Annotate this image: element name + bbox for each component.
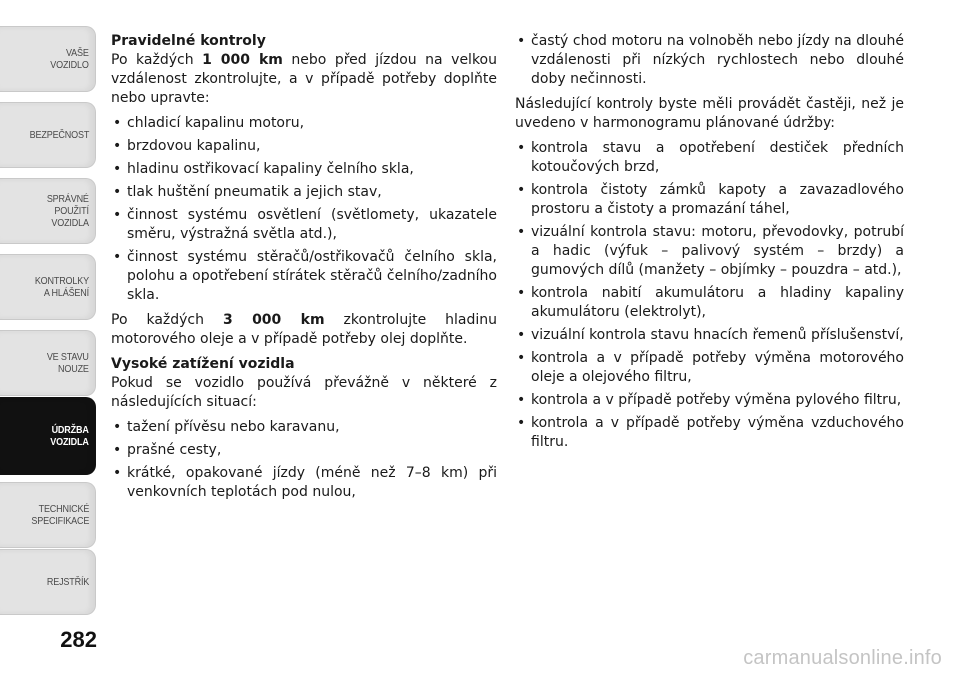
page-number: 282 bbox=[60, 627, 97, 652]
paragraph bbox=[111, 51, 497, 108]
bullet-list bbox=[515, 139, 904, 452]
list-item: • činnost systému osvětlení (světlomety, ukazatele směru, výstražná světla atd.), bbox=[111, 206, 497, 244]
tab-label: REJSTŘÍK bbox=[46, 576, 89, 588]
paragraph: Pokud se vozidlo používá převážně v některé z následujících situací: bbox=[111, 375, 497, 410]
tab-label: SPRÁVNÉ POUŽITÍ VOZIDLA bbox=[47, 193, 89, 229]
tab-technicke-specifikace[interactable] bbox=[0, 482, 96, 548]
bold-distance: 3 000 km bbox=[222, 312, 325, 328]
list-item: • kontrola a v případě potřeby výměna pylového filtru, bbox=[515, 391, 904, 410]
list-item: • prašné cesty, bbox=[111, 441, 497, 460]
tab-label: TECHNICKÉ SPECIFIKACE bbox=[31, 503, 89, 527]
list-item: • chladicí kapalinu motoru, bbox=[111, 114, 497, 133]
section-heading: Vysoké zatížení vozidla bbox=[111, 356, 295, 372]
list-item: • kontrola a v případě potřeby výměna motorového oleje a olejového filtru, bbox=[515, 349, 904, 387]
list-item: • častý chod motoru na volnoběh nebo jízdy na dlouhé vzdálenosti při nízkých rychlostech nebo dlouhé doby nečinnosti. bbox=[515, 32, 904, 89]
tab-label: VE STAVU NOUZE bbox=[47, 351, 89, 375]
list-item: • brzdovou kapalinu, bbox=[111, 137, 497, 156]
text: zkontrolujte hladinu motorového oleje a v případě potřeby olej doplňte. bbox=[111, 312, 497, 347]
watermark: carmanualsonline.info bbox=[743, 647, 942, 669]
tab-bezpecnost[interactable] bbox=[0, 102, 96, 168]
paragraph: Následující kontroly byste měli provádět častěji, než je uvedeno v harmonogramu plánované údržby: bbox=[515, 96, 904, 131]
list-item: • kontrola a v případě potřeby výměna vzduchového filtru. bbox=[515, 414, 904, 452]
list-item: • kontrola nabití akumulátoru a hladiny kapaliny akumulátoru (elektrolyt), bbox=[515, 284, 904, 322]
list-item: • činnost systému stěračů/ostřikovačů čelního skla, polohu a opotřebení stírátek stěračů čelního/zadního skla. bbox=[111, 248, 497, 305]
text: Po každých bbox=[111, 312, 223, 328]
bullet-list bbox=[111, 114, 497, 305]
tab-spravne-pouziti[interactable] bbox=[0, 178, 96, 244]
tab-label: BEZPEČNOST bbox=[29, 129, 89, 141]
tab-label: KONTROLKY A HLÁŠENÍ bbox=[34, 275, 89, 299]
tab-label: VAŠE VOZIDLO bbox=[50, 47, 89, 71]
list-item: • kontrola stavu a opotřebení destiček předních kotoučových brzd, bbox=[515, 139, 904, 177]
paragraph bbox=[111, 311, 497, 349]
list-item: • tažení přívěsu nebo karavanu, bbox=[111, 418, 497, 437]
list-item: • kontrola čistoty zámků kapoty a zavazadlového prostoru a čistoty a promazání táhel, bbox=[515, 181, 904, 219]
text: nebo před jízdou na velkou vzdálenost zkontrolujte, a v případě potřeby doplňte nebo upravte: bbox=[111, 52, 497, 106]
list-item: • vizuální kontrola stavu hnacích řemenů příslušenství, bbox=[515, 326, 904, 345]
tab-rejstrik[interactable] bbox=[0, 549, 96, 615]
tab-udrzba-vozidla[interactable] bbox=[0, 397, 96, 475]
tab-label: ÚDRŽBA VOZIDLA bbox=[50, 424, 89, 448]
text-column-right bbox=[515, 32, 904, 458]
list-item: • krátké, opakované jízdy (méně než 7–8 km) při venkovních teplotách pod nulou, bbox=[111, 464, 497, 502]
tab-ve-stavu-nouze[interactable] bbox=[0, 330, 96, 396]
list-item: • hladinu ostřikovací kapaliny čelního skla, bbox=[111, 160, 497, 179]
text-column-left bbox=[111, 32, 497, 508]
bullet-list bbox=[111, 418, 497, 502]
tab-kontrolky[interactable] bbox=[0, 254, 96, 320]
list-item: • vizuální kontrola stavu: motoru, převodovky, potrubí a hadic (výfuk – palivový systém – brzdy) a gumových dílů (manžety – objímky – pouzdra – atd.), bbox=[515, 223, 904, 280]
list-item: • tlak huštění pneumatik a jejich stav, bbox=[111, 183, 497, 202]
bold-distance: 1 000 km bbox=[202, 52, 283, 68]
section-heading: Pravidelné kontroly bbox=[111, 33, 266, 49]
tab-vase-vozidlo[interactable] bbox=[0, 26, 96, 92]
text: Po každých bbox=[111, 52, 203, 68]
bullet-list bbox=[515, 32, 904, 89]
